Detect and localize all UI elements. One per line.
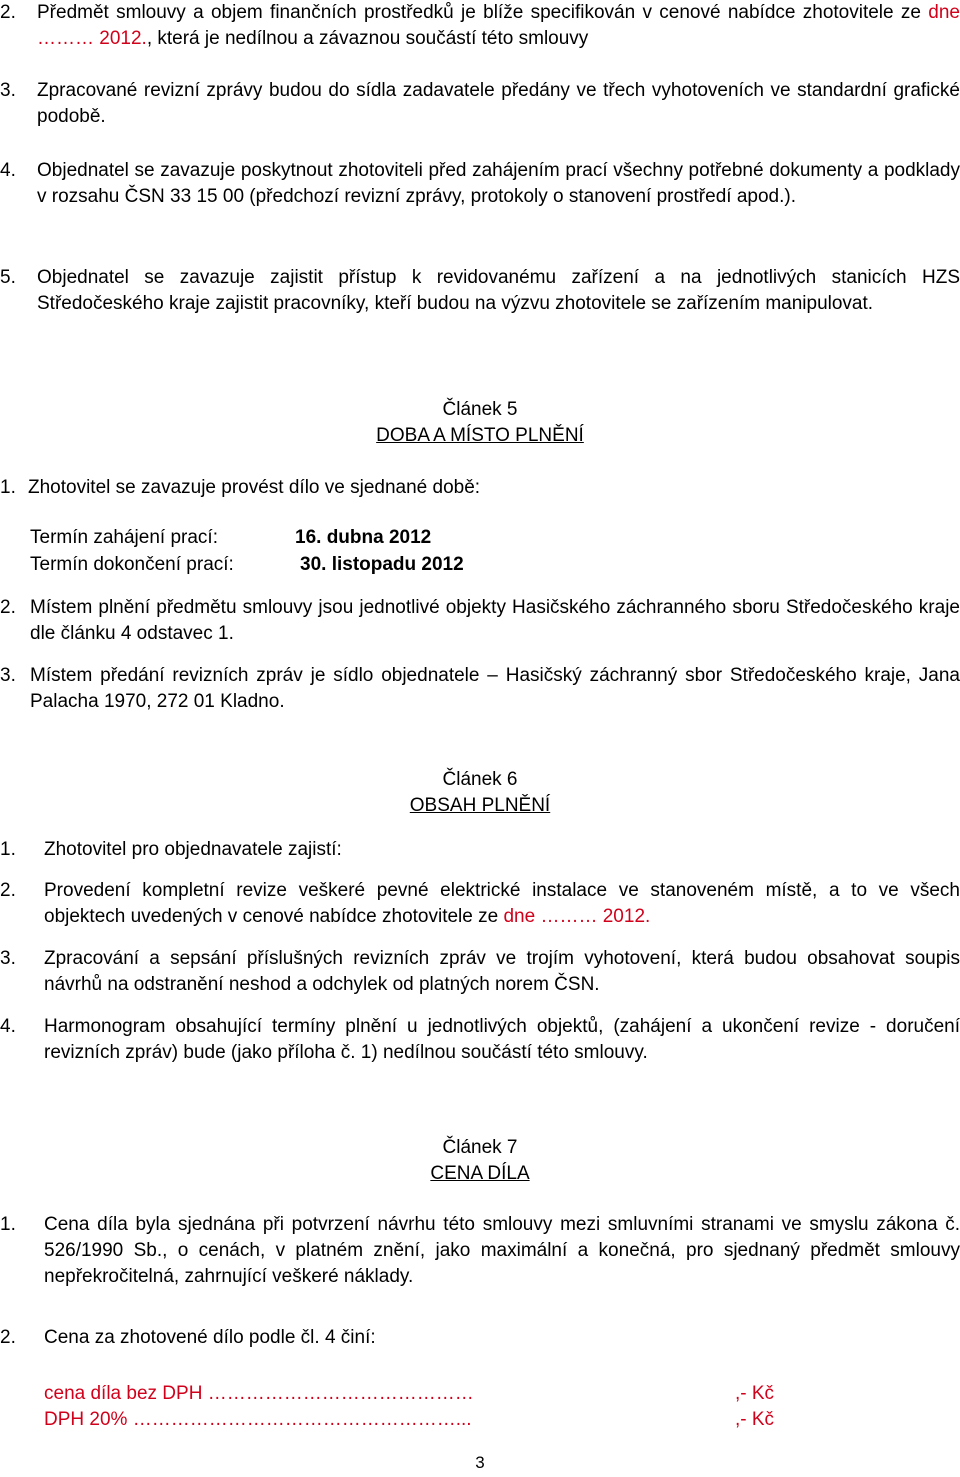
paragraph-2 [0, 0, 960, 52]
paragraph-number: 2. [0, 597, 16, 618]
paragraph-number: 5. [0, 267, 16, 288]
paragraph-text: Cena díla byla sjednána při potvrzení návrhu této smlouvy mezi smluvními stranami ve smyslu zákona č. 526/1990 Sb., o cenách, v platném znění, jako maximální a konečná, pro sjednaný předmět smlouvy nepřekročitelná, zahrnující veškeré náklady. [44, 1214, 960, 1287]
paragraph-number: 3. [0, 665, 16, 686]
paragraph-text: Zpracování a sepsání příslušných revizních zpráv ve trojím vyhotovení, která budou obsahovat soupis návrhů na odstranění neshod a odchylek od platných norem ČSN. [44, 948, 960, 995]
article-7-heading: Článek 7 [442, 1137, 518, 1158]
paragraph-number: 2. [0, 880, 16, 901]
price-without-vat-line: cena díla bez DPH …………………………………… [44, 1383, 474, 1404]
paragraph-text: Zhotovitel se zavazuje provést dílo ve sjednané době: [28, 477, 481, 498]
start-date-row [30, 525, 431, 551]
paragraph-text: Objednatel se zavazuje poskytnout zhotoviteli před zahájením prací všechny potřebné dokumenty a podklady v rozsahu ČSN 33 15 00 (předchozí revizní zprávy, protokoly o stanovení prostředí apod.). [37, 160, 960, 207]
paragraph-text: Objednatel se zavazuje zajistit přístup k revidovanému zařízení a na jednotlivých stanicích HZS Středočeského kraje zajistit pracovníky, kteří budou na výzvu zhotovitele se zařízením manipulovat. [37, 267, 960, 314]
paragraph-number: 2. [0, 2, 16, 23]
start-date-value: 16. dubna 2012 [295, 527, 432, 548]
article-6-paragraph-3 [0, 946, 960, 998]
paragraph-text: Předmět smlouvy a objem finančních prostředků je blíže specifikován v cenové nabídce zhotovitele ze dne ……… 2012., která je nedílnou a závaznou součástí této smlouvy [37, 2, 960, 49]
end-date-row [30, 552, 464, 578]
article-6-heading: Článek 6 [442, 769, 518, 790]
vat-line: DPH 20% ……………………………………………... [44, 1409, 472, 1430]
article-5-title: DOBA A MÍSTO PLNĚNÍ [376, 425, 584, 446]
article-7-paragraph-2 [0, 1325, 960, 1351]
article-7-title: CENA DÍLA [430, 1163, 530, 1184]
page-number: 3 [475, 1453, 485, 1472]
article-7-paragraph-1 [0, 1212, 960, 1290]
article-5-paragraph-2 [0, 595, 960, 647]
article-6-paragraph-4 [0, 1014, 960, 1066]
paragraph-number: 2. [0, 1327, 16, 1348]
paragraph-text: Harmonogram obsahující termíny plnění u jednotlivých objektů, (zahájení a ukončení revize - doručení revizních zpráv) bude (jako příloha č. 1) nedílnou součástí této smlouvy. [44, 1016, 960, 1063]
paragraph-number: 4. [0, 1016, 16, 1037]
end-date-value: 30. listopadu 2012 [300, 554, 464, 575]
vat-unit: ,- Kč [735, 1409, 775, 1430]
article-5-paragraph-1 [0, 475, 960, 501]
paragraph-text: Cena za zhotovené dílo podle čl. 4 činí: [44, 1327, 376, 1348]
article-5-paragraph-3 [0, 663, 960, 715]
start-date-label: Termín zahájení prací: [30, 527, 218, 548]
article-6-paragraph-1 [0, 837, 960, 863]
paragraph-number: 1. [0, 839, 16, 860]
paragraph-number: 3. [0, 948, 16, 969]
end-date-label: Termín dokončení prací: [30, 554, 234, 575]
date-placeholder: dne ……… 2012. [37, 2, 960, 49]
paragraph-number: 4. [0, 160, 16, 181]
paragraph-text: Místem předání revizních zpráv je sídlo objednatele – Hasičský záchranný sbor Středočeského kraje, Jana Palacha 1970, 272 01 Kladno. [30, 665, 960, 712]
date-placeholder: dne ……… 2012. [503, 906, 651, 927]
paragraph-number: 1. [0, 477, 16, 498]
paragraph-4 [0, 158, 960, 210]
article-6-paragraph-2 [0, 878, 960, 930]
paragraph-3 [0, 78, 960, 130]
price-without-vat-unit: ,- Kč [735, 1383, 775, 1404]
paragraph-text: Zpracované revizní zprávy budou do sídla zadavatele předány ve třech vyhotoveních ve standardní grafické podobě. [37, 80, 960, 127]
paragraph-text: Místem plnění předmětu smlouvy jsou jednotlivé objekty Hasičského záchranného sboru Středočeského kraje dle článku 4 odstavec 1. [30, 597, 960, 644]
paragraph-text: Provedení kompletní revize veškeré pevné elektrické instalace ve stanoveném místě, a to ve všech objektech uvedených v cenové nabídce zhotovitele ze dne ……… 2012. [44, 880, 960, 927]
article-6-title: OBSAH PLNĚNÍ [409, 795, 551, 816]
paragraph-text: Zhotovitel pro objednavatele zajistí: [44, 839, 342, 860]
paragraph-5 [0, 265, 960, 317]
article-5-heading: Článek 5 [442, 399, 518, 420]
paragraph-number: 1. [0, 1214, 16, 1235]
paragraph-number: 3. [0, 80, 16, 101]
